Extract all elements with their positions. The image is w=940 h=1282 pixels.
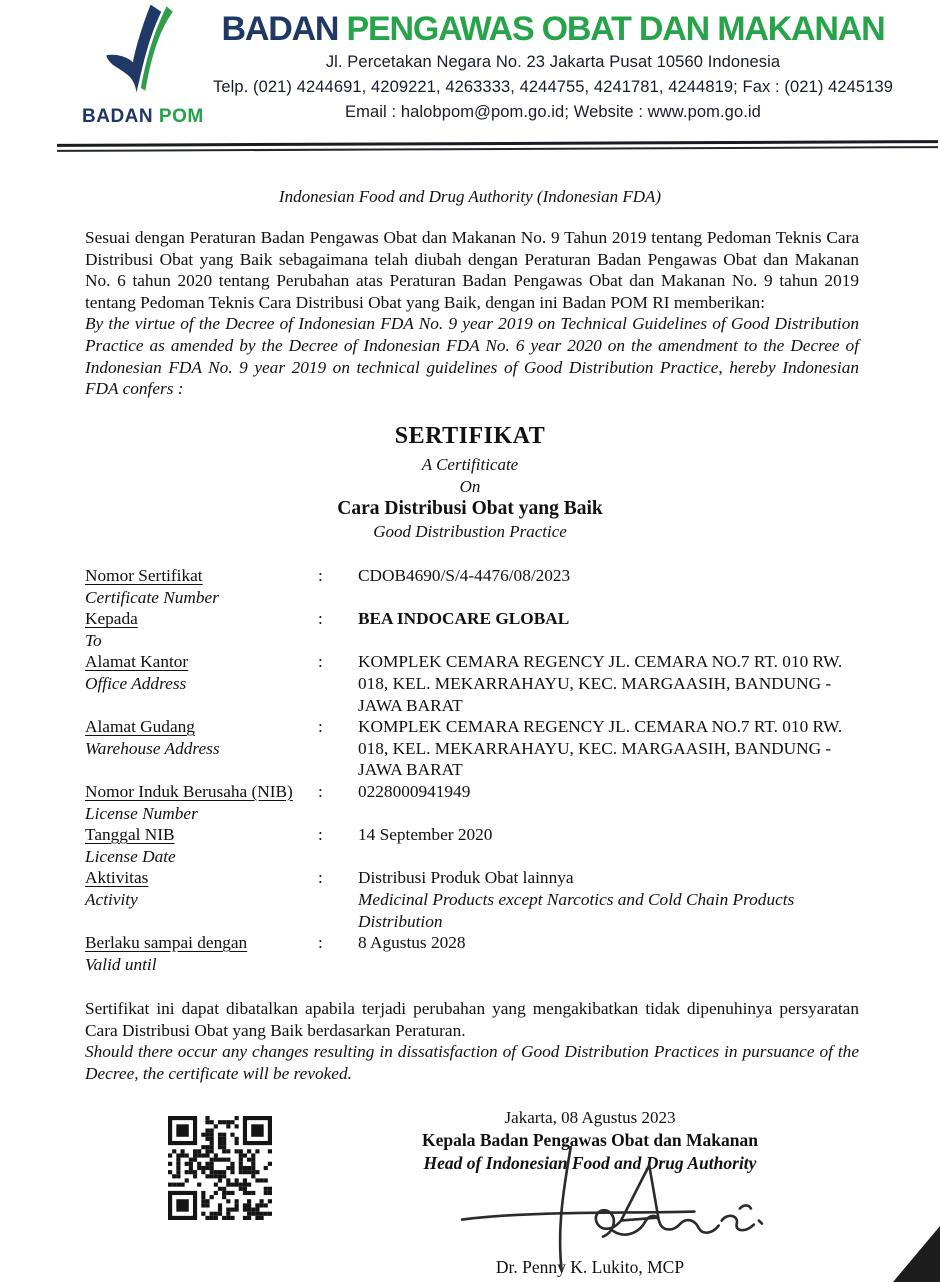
org-name-title (166, 8, 940, 50)
field-value-en: Medicinal Products except Narcotics and Cold Chain Products Distribution (358, 889, 795, 931)
certificate-title: SERTIFIKAT (394, 423, 546, 449)
field-colon: : (318, 717, 323, 737)
field-row-to (85, 608, 860, 651)
logo-word-badan: BADAN (82, 106, 154, 127)
field-colon: : (318, 868, 323, 888)
field-label-en: Office Address (85, 673, 187, 693)
field-label-id: Nomor Induk Berusaha (NIB) (85, 781, 293, 801)
field-row-activity (85, 867, 860, 932)
field-label-en: Warehouse Address (85, 738, 220, 758)
field-label-en: Activity (85, 889, 138, 909)
certificate-on: On (459, 476, 481, 496)
field-colon: : (318, 933, 323, 953)
field-value (358, 867, 860, 932)
field-label-id: Alamat Gudang (85, 717, 195, 737)
field-label-id: Kepada (85, 609, 138, 629)
field-value: CDOB4690/S/4-4476/08/2023 (358, 566, 571, 585)
field-colon: : (318, 825, 323, 845)
field-value: 14 September 2020 (358, 825, 493, 845)
field-value: KOMPLEK CEMARA REGENCY JL. CEMARA NO.7 RT. 010 RW. 018, KEL. MEKARRAHAYU, KEC. MARGAASIH, BANDUNG - JAWA BARAT (358, 652, 843, 715)
field-label (85, 932, 318, 975)
header-divider (57, 140, 938, 152)
signature-title-id: Kepala Badan Pengawas Obat dan Makanan (422, 1130, 758, 1150)
field-value: 0228000941949 (358, 781, 471, 801)
field-label (85, 867, 318, 910)
field-label-en: License Number (85, 803, 198, 823)
intro-section (85, 227, 859, 400)
field-value: 8 Agustus 2028 (358, 933, 466, 953)
field-colon: : (318, 566, 323, 585)
qr-code-icon (168, 1116, 272, 1220)
field-label-en: License Date (85, 846, 176, 866)
field-label (85, 608, 318, 651)
signature-place-date: Jakarta, 08 Agustus 2023 (504, 1108, 676, 1127)
intro-paragraph-en: By the virtue of the Decree of Indonesian FDA No. 9 year 2019 on Technical Guidelines of Good Distribution Practice as amended by the Decree of Indonesian FDA No. 6 year 2020 on the amendment to the Decree of Indonesian FDA No. 9 year 2019 on technical guidelines of Good Distribution Practice, hereby Indonesian FDA confers : (85, 314, 859, 399)
certificate-subject-en: Good Distribustion Practice (373, 522, 567, 541)
field-row-license-number (85, 781, 860, 824)
signature-block (370, 1107, 810, 1278)
field-label (85, 651, 318, 694)
english-authority-subtitle: Indonesian Food and Drug Authority (Indonesian FDA) (278, 187, 662, 206)
field-value: BEA INDOCARE GLOBAL (358, 609, 570, 629)
field-label (85, 824, 318, 867)
field-label (85, 716, 318, 759)
org-name-word1: BADAN (221, 10, 339, 48)
field-colon: : (318, 652, 323, 672)
field-row-certificate-number (85, 565, 860, 608)
field-value: KOMPLEK CEMARA REGENCY JL. CEMARA NO.7 RT. 010 RW. 018, KEL. MEKARRAHAYU, KEC. MARGAASIH, BANDUNG - JAWA BARAT (358, 717, 843, 780)
fields-table (85, 565, 860, 975)
field-row-warehouse-address (85, 716, 860, 781)
certificate-heading (0, 423, 940, 543)
field-label-id: Alamat Kantor (85, 652, 189, 672)
field-row-office-address (85, 651, 860, 716)
org-address: Jl. Percetakan Negara No. 23 Jakarta Pusat 10560 Indonesia (325, 53, 781, 71)
field-label-id: Nomor Sertifikat (85, 566, 203, 585)
closing-paragraph-en: Should there occur any changes resulting in dissatisfaction of Good Distribution Practices in pursuance of the Decree, the certificate will be revoked. (85, 1042, 859, 1083)
field-label-id: Aktivitas (85, 868, 149, 888)
org-name-rest: PENGAWAS OBAT DAN MAKANAN (346, 10, 885, 48)
certificate-subtitle-en: A Certifiticate (421, 455, 519, 474)
field-label (85, 565, 318, 608)
org-phone: Telp. (021) 4244691, 4209221, 4263333, 4244755, 4241781, 4244819; Fax : (021) 4245139 (212, 78, 894, 96)
intro-paragraph-id: Sesuai dengan Peraturan Badan Pengawas Obat dan Makanan No. 9 Tahun 2019 tentang Pedoman Teknis Cara Distribusi Obat yang Baik sebagaimana telah diubah dengan Peraturan Badan Pengawas Obat dan Makanan No. 6 tahun 2020 tentang Perubahan atas Peraturan Badan Pengawas Obat dan Makanan No. 9 tahun 2019 tentang Pedoman Teknis Cara Distribusi Obat yang Baik, dengan ini Badan POM RI memberikan: (85, 228, 859, 312)
field-value-id: Distribusi Produk Obat lainnya (358, 868, 574, 888)
letterhead (166, 8, 940, 125)
field-label-id: Berlaku sampai dengan (85, 933, 248, 953)
certificate-subject-id: Cara Distribusi Obat yang Baik (337, 498, 603, 519)
field-row-license-date (85, 824, 860, 867)
logo-word-pom: POM (158, 106, 204, 127)
signatory-name: Dr. Penny K. Lukito, MCP (495, 1257, 685, 1277)
field-label-en: Valid until (85, 954, 157, 974)
field-label-en: Certificate Number (85, 587, 219, 607)
org-email: Email : halobpom@pom.go.id; Website : www.pom.go.id (345, 103, 761, 121)
field-row-valid-until (85, 932, 860, 975)
closing-paragraph-id: Sertifikat ini dapat dibatalkan apabila terjadi perubahan yang mengakibatkan tidak dipenuhinya persyaratan Cara Distribusi Obat yang Baik berdasarkan Peraturan. (85, 999, 859, 1040)
page-corner-fold (893, 1226, 940, 1282)
closing-section (85, 998, 859, 1084)
field-colon: : (318, 609, 323, 629)
field-label-en: To (85, 630, 102, 650)
field-label (85, 781, 318, 824)
field-colon: : (318, 781, 323, 801)
qr-code (168, 1116, 272, 1220)
signature-title-en: Head of Indonesian Food and Drug Authority (423, 1153, 757, 1173)
field-label-id: Tanggal NIB (85, 825, 175, 845)
